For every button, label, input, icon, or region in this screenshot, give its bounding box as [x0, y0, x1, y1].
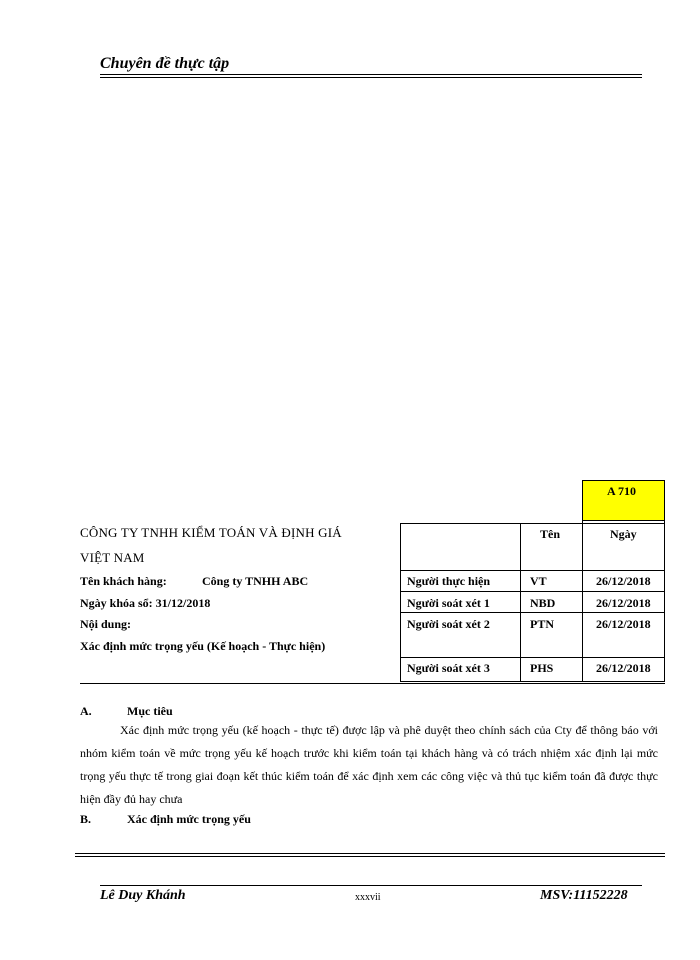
footer-rule — [75, 853, 665, 854]
content-value: Xác định mức trọng yếu (Kế hoạch - Thực hiện) — [80, 639, 326, 653]
signoff-role: Người thực hiện — [407, 574, 491, 588]
client-label: Tên khách hàng: — [80, 574, 167, 588]
column-header-date: Ngày — [610, 527, 637, 541]
page-header-title: Chuyên đề thực tập — [100, 55, 230, 72]
section-a-text: Xác định mức trọng yếu (kế hoạch - thực tế) được lập và phê duyệt theo chính sách của Cty để thông báo với nhóm kiểm toán về mức trọng yếu kế hoạch trước khi kiểm toán tại khách hàng và có trách nhiệm xác định lại mức trọng yếu thực tế trong giai đoạn kết thúc kiểm toán để xác định xem các công việc và thủ tục kiểm toán đã được thực hiện đầy đủ hay chưa — [80, 723, 658, 806]
footer-page-number: xxxvii — [355, 892, 381, 903]
company-name-line1: CÔNG TY TNHH KIỂM TOÁN VÀ ĐỊNH GIÁ — [80, 525, 342, 540]
signoff-name: PTN — [530, 617, 554, 631]
signoff-name: NBD — [530, 596, 556, 610]
company-name-line2: VIỆT NAM — [80, 550, 145, 565]
section-divider — [80, 683, 665, 684]
signoff-date: 26/12/2018 — [596, 574, 651, 588]
signoff-role: Người soát xét 1 — [407, 596, 490, 610]
signoff-date: 26/12/2018 — [596, 596, 651, 610]
footer-rule — [100, 885, 642, 886]
signoff-role: Người soát xét 3 — [407, 661, 490, 675]
footer-author-name: Lê Duy Khánh — [100, 888, 186, 903]
footer-student-id: MSV:11152228 — [540, 888, 628, 903]
section-a-letter: A. — [80, 704, 92, 718]
signoff-date: 26/12/2018 — [596, 661, 651, 675]
header-rule — [100, 74, 642, 75]
column-header-name: Tên — [540, 527, 561, 541]
closing-date: Ngày khóa sổ: 31/12/2018 — [80, 596, 211, 610]
signoff-name: VT — [530, 574, 547, 588]
section-a-title: Mục tiêu — [127, 704, 173, 718]
header-rule — [100, 77, 642, 78]
signoff-date: 26/12/2018 — [596, 617, 651, 631]
signoff-name: PHS — [530, 661, 554, 675]
signoff-role: Người soát xét 2 — [407, 617, 490, 631]
client-value: Công ty TNHH ABC — [202, 574, 309, 588]
footer-rule — [75, 856, 665, 857]
content-label: Nội dung: — [80, 617, 132, 631]
section-a-paragraph — [80, 719, 658, 811]
section-b-letter: B. — [80, 812, 92, 826]
section-b-title: Xác định mức trọng yếu — [127, 812, 251, 826]
reference-code: A 710 — [607, 484, 637, 498]
